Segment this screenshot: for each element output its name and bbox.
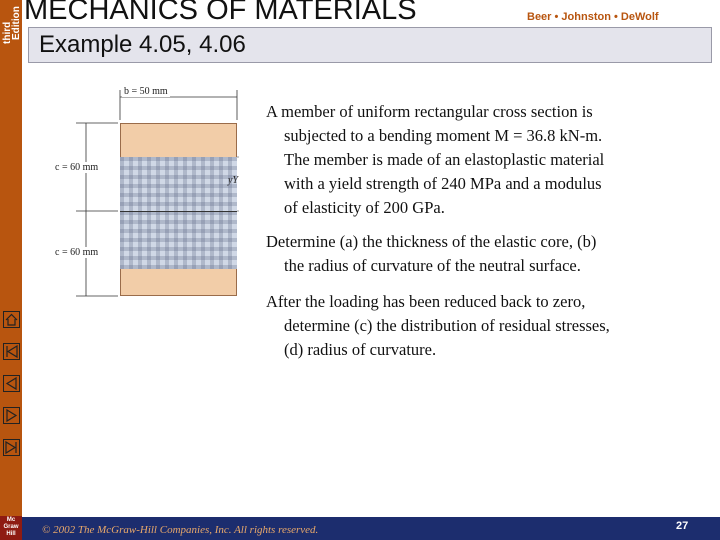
edition-label [0,0,22,44]
slide-subtitle: Example 4.05, 4.06 [39,31,246,58]
edition-strip [0,0,22,540]
text-line: (d) radius of curvature. [284,340,437,359]
text-line: with a yield strength of 240 MPa and a modulus [284,174,602,193]
text-line: A member of uniform rectangular cross section is [266,102,593,121]
logo-line-3: Hill [6,531,16,537]
elastic-core [120,157,237,269]
first-page-icon[interactable] [3,343,20,360]
last-page-icon[interactable] [3,439,20,456]
problem-paragraph-2 [266,230,696,278]
problem-paragraph-3 [266,290,696,362]
edition-line-1: third [2,21,13,44]
footer-bar [22,517,720,540]
home-icon[interactable] [3,311,20,328]
copyright-notice: © 2002 The McGraw-Hill Companies, Inc. All rights reserved. [42,524,319,536]
page-number: 27 [676,520,689,532]
cross-section-figure [50,82,250,302]
page-title: MECHANICS OF MATERIALS [24,0,417,26]
text-line: The member is made of an elastoplastic material [284,150,605,169]
authors-label: Beer • Johnston • DeWolf [527,11,659,23]
logo-line-1: Mc [6,517,16,523]
subtitle-bar [28,27,712,63]
problem-paragraph-1 [266,100,696,220]
text-line: After the loading has been reduced back to zero, [266,292,586,311]
publisher-logo [0,516,22,540]
next-page-icon[interactable] [3,407,20,424]
previous-page-icon[interactable] [3,375,20,392]
text-line: of elasticity of 200 GPa. [284,198,445,217]
text-line: determine (c) the distribution of residual stresses, [284,316,610,335]
logo-line-2: Graw [3,524,19,530]
neutral-axis [120,211,237,212]
width-label: b = 50 mm [124,86,168,97]
text-line: the radius of curvature of the neutral surface. [284,256,581,275]
yield-label: yY [228,175,238,186]
bottom-c-label: c = 60 mm [55,247,99,258]
top-c-label: c = 60 mm [55,162,99,173]
text-line: subjected to a bending moment M = 36.8 kN-m. [284,126,603,145]
edition-line-2: Edition [11,6,22,40]
text-line: Determine (a) the thickness of the elastic core, (b) [266,232,597,251]
